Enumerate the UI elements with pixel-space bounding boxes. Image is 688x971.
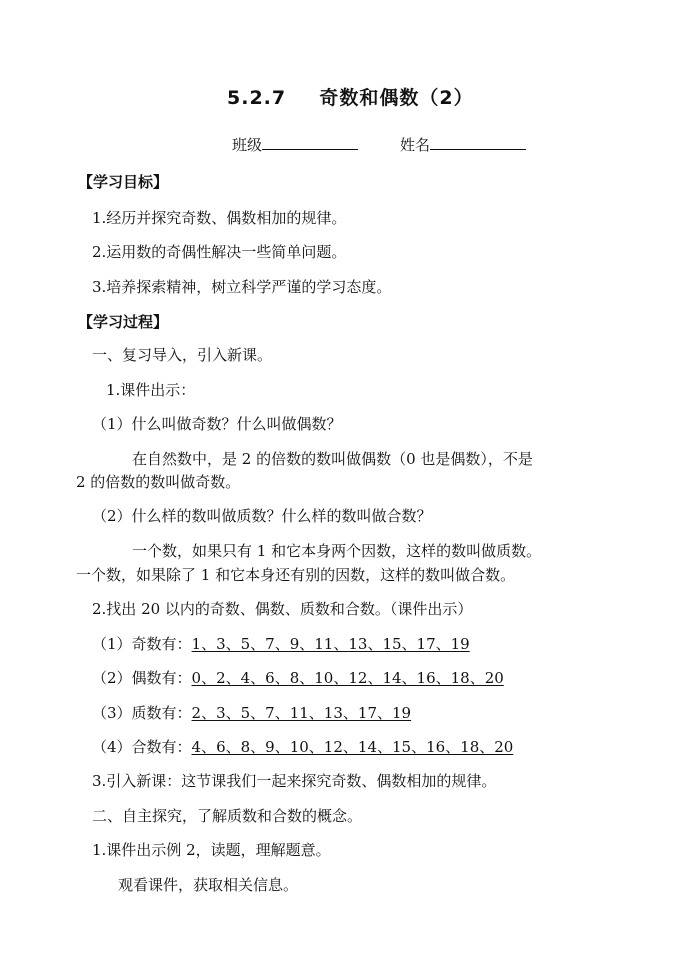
name-blank[interactable] [430, 133, 526, 150]
page-title [227, 88, 474, 108]
section2-sub1: 1.课件出示例 2，读题，理解题意。 [92, 841, 331, 859]
list-label: （1）奇数有： [92, 635, 192, 653]
title-text: 奇数和偶数（2） [319, 87, 474, 109]
name-field [400, 133, 526, 155]
class-label: 班级 [232, 136, 263, 154]
section2-title: 二、自主探究，了解质数和合数的概念。 [92, 807, 363, 825]
list-values: 2、3、5、7、11、13、17、19 [191, 704, 412, 722]
section2-sub1-detail: 观看课件，获取相关信息。 [118, 876, 299, 894]
answer-2-line1: 一个数，如果只有 1 和它本身两个因数，这样的数叫做质数。 [132, 542, 542, 560]
section1-title: 一、复习导入，引入新课。 [92, 346, 273, 364]
objectives-heading: 【学习目标】 [78, 173, 169, 191]
list-item-composite [92, 737, 513, 757]
question-1: （1）什么叫做奇数？什么叫做偶数？ [92, 415, 342, 433]
section1-sub1: 1.课件出示： [106, 381, 196, 399]
list-values: 0、2、4、6、8、10、12、14、16、18、20 [191, 669, 504, 687]
objective-item: 2.运用数的奇偶性解决一些简单问题。 [92, 243, 347, 261]
name-label: 姓名 [400, 136, 431, 154]
objective-item: 1.经历并探究奇数、偶数相加的规律。 [92, 209, 347, 227]
list-label: （2）偶数有： [92, 669, 192, 687]
list-label: （4）合数有： [92, 738, 192, 756]
title-number: 5.2.7 [227, 87, 287, 109]
objective-item: 3.培养探索精神，树立科学严谨的学习态度。 [92, 278, 392, 296]
section1-sub3: 3.引入新课：这节课我们一起来探究奇数、偶数相加的规律。 [92, 772, 497, 790]
class-blank[interactable] [262, 133, 358, 150]
answer-1-line1: 在自然数中，是 2 的倍数的数叫做偶数（0 也是偶数），不是 [132, 450, 533, 468]
list-item-odd [92, 634, 470, 654]
process-heading: 【学习过程】 [78, 313, 169, 331]
list-item-even [92, 668, 504, 688]
section1-sub2: 2.找出 20 以内的奇数、偶数、质数和合数。（课件出示） [92, 600, 473, 618]
answer-2-line2: 一个数，如果除了 1 和它本身还有别的因数，这样的数叫做合数。 [76, 566, 516, 584]
class-field [232, 133, 358, 155]
list-values: 1、3、5、7、9、11、13、15、17、19 [191, 635, 470, 653]
list-label: （3）质数有： [92, 704, 192, 722]
list-item-prime [92, 703, 411, 723]
answer-1-line2: 2 的倍数的数叫做奇数。 [76, 473, 241, 491]
question-2: （2）什么样的数叫做质数？什么样的数叫做合数？ [92, 507, 432, 525]
list-values: 4、6、8、9、10、12、14、15、16、18、20 [191, 738, 514, 756]
